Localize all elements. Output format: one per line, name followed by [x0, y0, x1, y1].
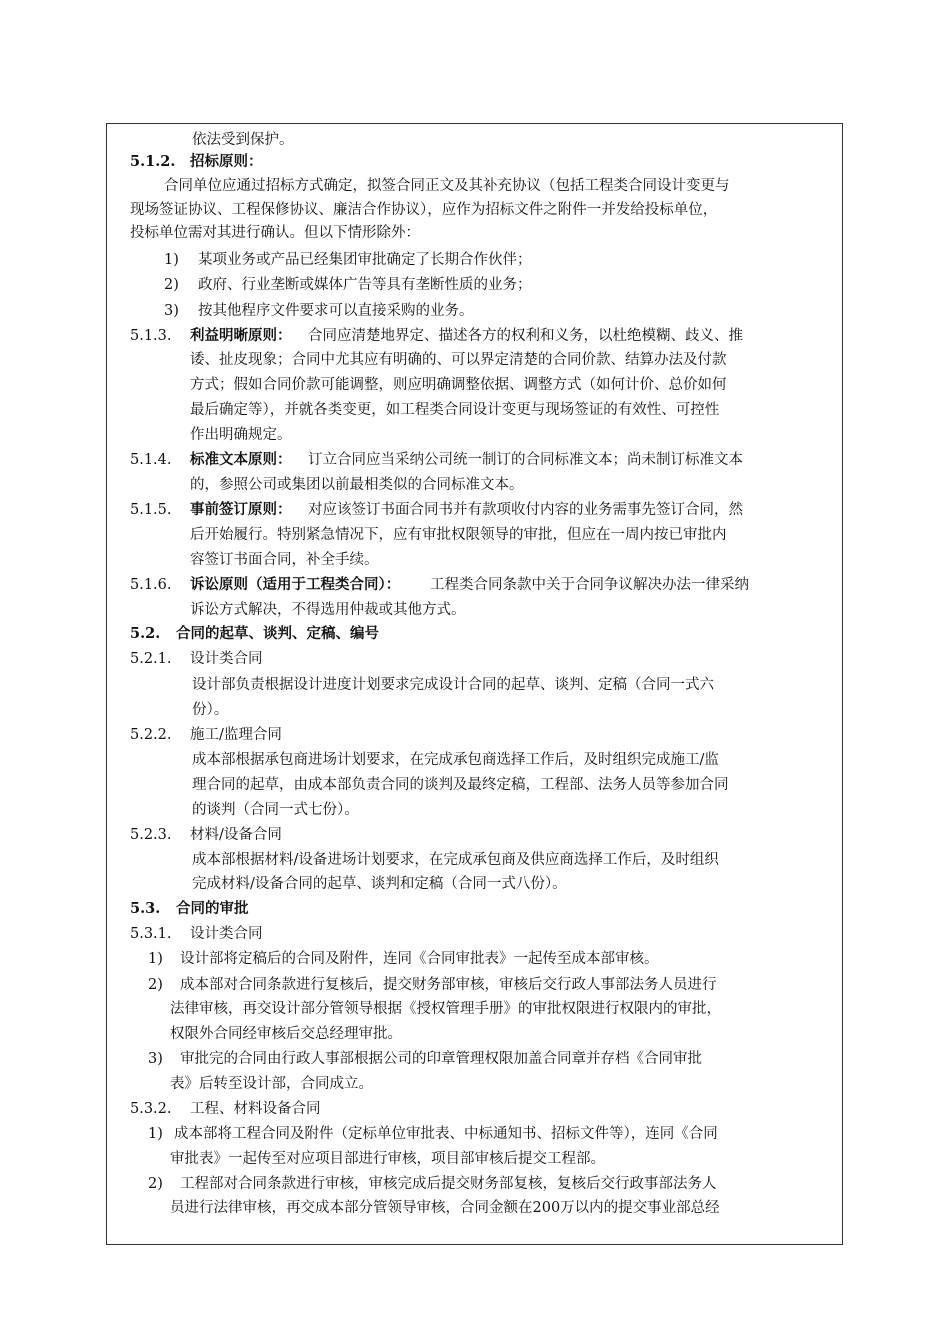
paragraph-line: 法律审核，再交设计部分管领导根据《授权管理手册》的审批权限进行权限内的审批，	[170, 1001, 721, 1017]
line-text: 合同应清楚地界定、描述各方的权利和义务，以杜绝模糊、歧义、推	[308, 328, 743, 344]
line-number: 1)	[148, 951, 163, 967]
line-number: 5.3.1.	[130, 926, 172, 942]
line-number: 2)	[148, 1176, 163, 1192]
paragraph-line: 审批表》一起传至对应项目部进行审核，项目部审核后提交工程部。	[170, 1151, 605, 1167]
paragraph-line: 的，参照公司或集团以前最相类似的合同标准文本。	[190, 477, 524, 493]
line-text: 成本部将工程合同及附件（定标单位审批表、中标通知书、招标文件等），连同《合同	[174, 1126, 718, 1142]
line-text: 标准文本原则：	[190, 451, 292, 468]
line-number: 2)	[148, 977, 163, 993]
line-text: 合同的审批	[176, 900, 249, 917]
paragraph-line: 作出明确规定。	[190, 427, 292, 443]
paragraph-line: 最后确定等），并就各类变更，如工程类合同设计变更与现场签证的有效性、可控性	[190, 402, 720, 418]
paragraph-line: 诿、扯皮现象；合同中尤其应有明确的、可以界定清楚的合同价款、结算办法及付款	[190, 352, 727, 368]
paragraph-line: 成本部根据材料/设备进场计划要求，在完成承包商及供应商选择工作后，及时组织	[192, 852, 719, 868]
paragraph-line: 合同单位应通过招标方式确定，拟签合同正文及其补充协议（包括工程类合同设计变更与	[164, 178, 730, 194]
paragraph-line: 员进行法律审核，再交成本部分管领导审核，合同金额在200万以内的提交事业部总经	[170, 1200, 720, 1216]
paragraph-line: 理合同的起草，由成本部负责合同的谈判及最终定稿，工程部、法务人员等参加合同	[192, 777, 729, 793]
paragraph-line: 诉讼方式解决，不得选用仲裁或其他方式。	[190, 602, 466, 618]
line-number: 5.1.2.	[130, 153, 176, 170]
paragraph-line: 表》后转至设计部，合同成立。	[170, 1076, 373, 1092]
paragraph-line: 容签订书面合同，补全手续。	[190, 552, 379, 568]
line-number: 5.3.2.	[130, 1101, 172, 1117]
paragraph-line: 方式；假如合同价款可能调整，则应明确调整依据、调整方式（如何计价、总价如何	[190, 377, 727, 393]
line-number: 5.2.3.	[130, 827, 172, 843]
paragraph-line: 完成材料/设备合同的起草、谈判和定稿（合同一式八份）。	[192, 876, 567, 892]
paragraph-line: 依法受到保护。	[192, 132, 294, 148]
line-number: 1)	[164, 252, 179, 268]
line-text: 工程部对合同条款进行审核，审核完成后提交财务部复核，复核后交行政事部法务人	[180, 1176, 717, 1192]
paragraph-line: 投标单位需对其进行确认。但以下情形除外：	[130, 225, 420, 241]
paragraph-line: 设计部负责根据设计进度计划要求完成设计合同的起草、谈判、定稿（合同一式六	[192, 677, 714, 693]
paragraph-line: 后开始履行。特别紧急情况下，应有审批权限领导的审批，但应在一周内按已审批内	[190, 527, 727, 543]
line-text: 工程、材料设备合同	[190, 1101, 321, 1117]
line-text: 施工/监理合同	[190, 727, 282, 743]
line-text: 订立合同应当采纳公司统一制订的合同标准文本；尚未制订标准文本	[308, 452, 743, 468]
line-number: 3)	[164, 303, 179, 319]
paragraph-line: 的谈判（合同一式七份）。	[192, 802, 359, 818]
line-text: 合同的起草、谈判、定稿、编号	[176, 625, 379, 642]
line-number: 1)	[148, 1126, 163, 1142]
paragraph-line: 权限外合同经审核后交总经理审批。	[170, 1026, 402, 1042]
line-text: 对应该签订书面合同书并有款项收付内容的业务需事先签订合同，然	[308, 502, 743, 518]
line-text: 某项业务或产品已经集团审批确定了长期合作伙伴；	[198, 252, 532, 268]
line-number: 5.1.3.	[130, 328, 172, 344]
line-number: 5.2.2.	[130, 727, 172, 743]
line-text: 工程类合同条款中关于合同争议解决办法一律采纳	[430, 577, 749, 593]
line-text: 材料/设备合同	[190, 827, 282, 843]
line-text: 审批完的合同由行政人事部根据公司的印章管理权限加盖合同章并存档《合同审批	[180, 1051, 702, 1067]
line-text: 诉讼原则（适用于工程类合同）：	[190, 576, 401, 593]
line-text: 利益明晰原则：	[190, 327, 292, 344]
line-text: 设计部将定稿后的合同及附件，连同《合同审批表》一起传至成本部审核。	[180, 951, 659, 967]
line-number: 2)	[164, 277, 179, 293]
line-number: 5.1.4.	[130, 452, 172, 468]
line-number: 3)	[148, 1051, 163, 1067]
line-text: 设计类合同	[190, 926, 263, 942]
line-text: 设计类合同	[190, 651, 263, 667]
paragraph-line: 现场签证协议、工程保修协议、廉洁合作协议），应作为招标文件之附件一并发给投标单位，	[130, 202, 718, 218]
paragraph-line: 成本部根据承包商进场计划要求，在完成承包商选择工作后，及时组织完成施工/监	[192, 752, 719, 768]
line-text: 招标原则：	[190, 153, 263, 170]
line-number: 5.3.	[130, 900, 161, 917]
line-number: 5.2.1.	[130, 651, 172, 667]
line-text: 政府、行业垄断或媒体广告等具有垄断性质的业务；	[198, 277, 532, 293]
line-text: 成本部对合同条款进行复核后，提交财务部审核，审核后交行政人事部法务人员进行	[180, 977, 717, 993]
line-number: 5.1.5.	[130, 502, 172, 518]
line-text: 事前签订原则：	[190, 501, 292, 518]
line-number: 5.1.6.	[130, 577, 172, 593]
line-number: 5.2.	[130, 625, 161, 642]
paragraph-line: 份）。	[192, 702, 229, 718]
line-text: 按其他程序文件要求可以直接采购的业务。	[198, 303, 474, 319]
